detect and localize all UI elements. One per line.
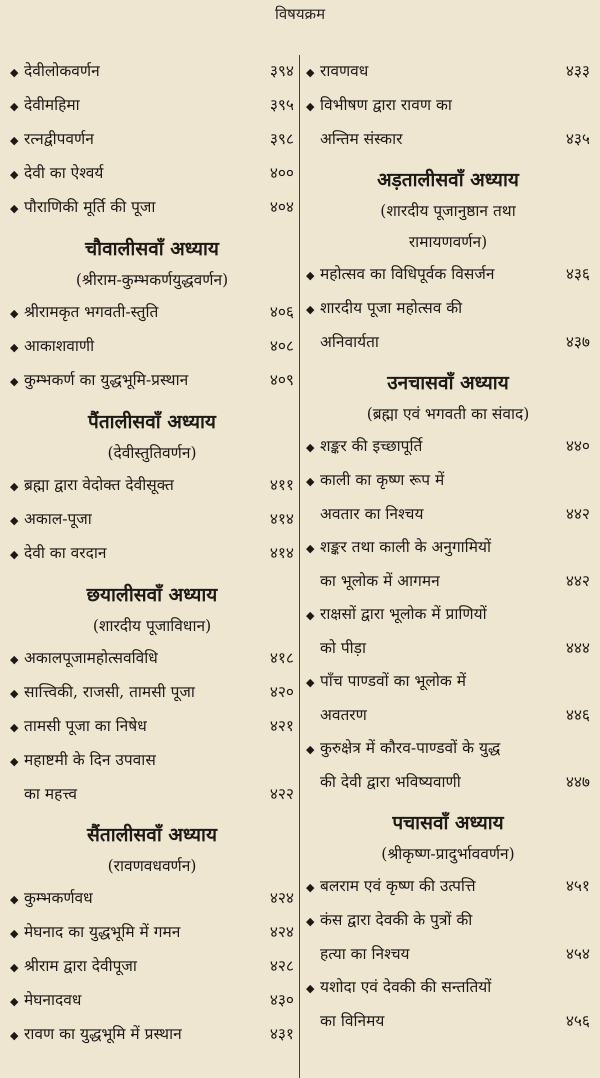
entry-title: शङ्कर की इच्छापूर्ति bbox=[320, 437, 423, 455]
entry-title: पाँच पाण्डवों का भूलोक में bbox=[320, 672, 466, 690]
entry-title: कुम्भकर्णवध bbox=[24, 889, 93, 907]
entry-title-continued: अनिवार्यता bbox=[320, 333, 379, 351]
toc-entry bbox=[306, 89, 590, 156]
entry-list bbox=[10, 642, 294, 811]
bullet-diamond-icon: ◆ bbox=[306, 743, 315, 756]
bullet-diamond-icon: ◆ bbox=[10, 66, 19, 79]
entry-title-continued: अन्तिम संस्कार bbox=[320, 130, 403, 148]
bullet-diamond-icon: ◆ bbox=[10, 341, 19, 354]
entry-title: रत्नद्वीपवर्णन bbox=[24, 130, 94, 148]
left-column bbox=[10, 55, 294, 1052]
bullet-diamond-icon: ◆ bbox=[10, 893, 19, 906]
entry-page-number: ४४२ bbox=[565, 572, 590, 590]
entry-title-continued: हत्या का निश्चय bbox=[320, 945, 410, 963]
bullet-diamond-icon: ◆ bbox=[306, 269, 315, 282]
toc-entry bbox=[10, 537, 294, 571]
page-header-title: विषयक्रम bbox=[274, 5, 326, 23]
entry-page-number: ४५४ bbox=[565, 945, 590, 963]
entry-title: आकाशवाणी bbox=[24, 337, 95, 355]
toc-entry bbox=[10, 330, 294, 364]
bullet-diamond-icon: ◆ bbox=[10, 687, 19, 700]
entry-page-number: ३९४ bbox=[269, 62, 294, 80]
entry-title: शङ्कर तथा काली के अनुगामियों bbox=[320, 538, 491, 556]
entry-list bbox=[306, 870, 590, 1038]
toc-entry bbox=[306, 971, 590, 1038]
bullet-diamond-icon: ◆ bbox=[10, 1029, 19, 1042]
chapter-heading: छयालीसवाँ अध्याय bbox=[86, 584, 218, 606]
toc-entry bbox=[10, 191, 294, 225]
bullet-diamond-icon: ◆ bbox=[306, 542, 315, 555]
entry-page-number: ४२४ bbox=[269, 923, 294, 941]
bullet-diamond-icon: ◆ bbox=[10, 995, 19, 1008]
entry-page-number: ४०८ bbox=[269, 337, 294, 355]
entry-title: महोत्सव का विधिपूर्वक विसर्जन bbox=[320, 265, 495, 283]
bullet-diamond-icon: ◆ bbox=[306, 441, 315, 454]
entry-page-number: ३९५ bbox=[269, 96, 294, 114]
entry-title: तामसी पूजा का निषेध bbox=[24, 717, 147, 735]
entry-list bbox=[306, 430, 590, 799]
entry-page-number: ४१८ bbox=[269, 649, 294, 667]
entry-title-continued: को पीड़ा bbox=[320, 639, 366, 657]
entry-page-number: ४०० bbox=[269, 164, 294, 182]
entry-page-number: ४२८ bbox=[269, 957, 294, 975]
chapter-heading: अड़तालीसवाँ अध्याय bbox=[377, 169, 519, 191]
toc-entry bbox=[10, 469, 294, 503]
entry-page-number: ४३७ bbox=[565, 333, 590, 351]
toc-entry bbox=[10, 364, 294, 398]
chapter-subtitle: (शारदीय पूजानुष्ठान तथा bbox=[380, 202, 516, 220]
entry-title: देवीमहिमा bbox=[24, 96, 80, 114]
toc-entry bbox=[306, 904, 590, 971]
entry-title: सात्त्विकी, राजसी, तामसी पूजा bbox=[24, 683, 195, 701]
entry-title: काली का कृष्ण रूप में bbox=[320, 471, 445, 489]
toc-entry bbox=[10, 296, 294, 330]
entry-page-number: ४३१ bbox=[269, 1025, 294, 1043]
entry-title: कुरुक्षेत्र में कौरव-पाण्डवों के युद्ध bbox=[320, 739, 501, 757]
bullet-diamond-icon: ◆ bbox=[10, 134, 19, 147]
toc-entry bbox=[306, 292, 590, 359]
bullet-diamond-icon: ◆ bbox=[10, 514, 19, 527]
chapter-subtitle: (ब्रह्मा एवं भगवती का संवाद) bbox=[366, 405, 530, 423]
entry-page-number: ४४७ bbox=[565, 773, 590, 791]
entry-list bbox=[306, 55, 590, 156]
toc-entry bbox=[306, 55, 590, 89]
entry-page-number: ४०६ bbox=[269, 303, 294, 321]
entry-title: अकाल-पूजा bbox=[24, 510, 92, 528]
toc-entry bbox=[306, 598, 590, 665]
bullet-diamond-icon: ◆ bbox=[10, 307, 19, 320]
entry-page-number: ४२० bbox=[269, 683, 294, 701]
entry-list bbox=[10, 55, 294, 225]
entry-title: बलराम एवं कृष्ण की उत्पत्ति bbox=[320, 877, 476, 895]
toc-entry bbox=[306, 464, 590, 531]
bullet-diamond-icon: ◆ bbox=[10, 721, 19, 734]
toc-entry bbox=[10, 710, 294, 744]
bullet-diamond-icon: ◆ bbox=[10, 653, 19, 666]
entry-title: श्रीराम द्वारा देवीपूजा bbox=[24, 957, 137, 975]
entry-page-number: ४३५ bbox=[565, 130, 590, 148]
entry-title: महाष्टमी के दिन उपवास bbox=[24, 751, 156, 769]
toc-entry bbox=[306, 531, 590, 598]
bullet-diamond-icon: ◆ bbox=[306, 100, 315, 113]
entry-title-continued: अवतार का निश्चय bbox=[320, 505, 424, 523]
entry-title: कंस द्वारा देवकी के पुत्रों की bbox=[320, 911, 473, 929]
entry-title: कुम्भकर्ण का युद्धभूमि-प्रस्थान bbox=[24, 371, 189, 389]
toc-entry bbox=[306, 870, 590, 904]
bullet-diamond-icon: ◆ bbox=[306, 303, 315, 316]
chapter-subtitle: (श्रीकृष्ण-प्रादुर्भाववर्णन) bbox=[381, 845, 515, 863]
entry-title: श्रीरामकृत भगवती-स्तुति bbox=[24, 303, 159, 321]
entry-page-number: ४२४ bbox=[269, 889, 294, 907]
entry-title: राक्षसों द्वारा भूलोक में प्राणियों bbox=[320, 605, 487, 623]
toc-entry bbox=[10, 984, 294, 1018]
toc-entry bbox=[10, 55, 294, 89]
chapter-heading: पैंतालीसवाँ अध्याय bbox=[88, 411, 216, 433]
entry-title: मेघनाद का युद्धभूमि में गमन bbox=[24, 923, 181, 941]
entry-title: देवी का वरदान bbox=[24, 544, 107, 562]
entry-list bbox=[10, 882, 294, 1052]
toc-entry bbox=[10, 676, 294, 710]
entry-page-number: ४४४ bbox=[565, 639, 590, 657]
toc-entry bbox=[10, 882, 294, 916]
entry-page-number: ४४० bbox=[565, 437, 590, 455]
right-column bbox=[306, 55, 590, 1038]
entry-title: देवी का ऐश्वर्य bbox=[24, 164, 104, 182]
bullet-diamond-icon: ◆ bbox=[10, 927, 19, 940]
entry-title-continued: का महत्त्व bbox=[24, 785, 77, 803]
chapter-subtitle: रामायणवर्णन) bbox=[408, 233, 488, 251]
bullet-diamond-icon: ◆ bbox=[10, 202, 19, 215]
bullet-diamond-icon: ◆ bbox=[10, 168, 19, 181]
toc-entry bbox=[306, 665, 590, 732]
entry-title: रावणवध bbox=[320, 62, 369, 80]
entry-title: यशोदा एवं देवकी की सन्ततियों bbox=[320, 978, 492, 996]
toc-entry bbox=[10, 642, 294, 676]
entry-page-number: ४११ bbox=[269, 476, 294, 494]
entry-page-number: ४१४ bbox=[269, 544, 294, 562]
bullet-diamond-icon: ◆ bbox=[10, 961, 19, 974]
entry-page-number: ४३६ bbox=[565, 265, 590, 283]
chapter-heading: पचासवाँ अध्याय bbox=[392, 812, 504, 834]
bullet-diamond-icon: ◆ bbox=[306, 66, 315, 79]
chapter-subtitle: (देवीस्तुतिवर्णन) bbox=[107, 444, 197, 462]
toc-entry bbox=[10, 157, 294, 191]
entry-title: शारदीय पूजा महोत्सव की bbox=[320, 299, 463, 317]
bullet-diamond-icon: ◆ bbox=[306, 915, 315, 928]
chapter-heading: चौवालीसवाँ अध्याय bbox=[85, 238, 219, 260]
toc-entry bbox=[10, 916, 294, 950]
chapter-subtitle: (शारदीय पूजाविधान) bbox=[92, 617, 212, 635]
toc-entry bbox=[306, 258, 590, 292]
entry-title: मेघनादवध bbox=[24, 991, 82, 1009]
entry-page-number: ४३० bbox=[269, 991, 294, 1009]
entry-list bbox=[306, 258, 590, 359]
entry-page-number: ४०४ bbox=[269, 198, 294, 216]
entry-title: देवीलोकवर्णन bbox=[24, 62, 100, 80]
toc-entry bbox=[10, 503, 294, 537]
chapter-heading: सैंतालीसवाँ अध्याय bbox=[87, 824, 217, 846]
entry-page-number: ४५१ bbox=[565, 877, 590, 895]
toc-entry bbox=[10, 950, 294, 984]
entry-title-continued: अवतरण bbox=[320, 706, 367, 724]
entry-page-number: ४२१ bbox=[269, 717, 294, 735]
toc-entry bbox=[10, 1018, 294, 1052]
bullet-diamond-icon: ◆ bbox=[10, 755, 19, 768]
entry-page-number: ४०९ bbox=[269, 371, 294, 389]
entry-list bbox=[10, 469, 294, 571]
entry-title-continued: का विनिमय bbox=[320, 1012, 385, 1030]
toc-entry bbox=[306, 430, 590, 464]
entry-page-number: ३९८ bbox=[269, 130, 294, 148]
bullet-diamond-icon: ◆ bbox=[306, 881, 315, 894]
toc-entry bbox=[10, 123, 294, 157]
entry-page-number: ४५६ bbox=[565, 1012, 590, 1030]
entry-title: अकालपूजामहोत्सवविधि bbox=[24, 649, 158, 667]
entry-title: रावण का युद्धभूमि में प्रस्थान bbox=[24, 1025, 182, 1043]
bullet-diamond-icon: ◆ bbox=[306, 609, 315, 622]
entry-title-continued: की देवी द्वारा भविष्यवाणी bbox=[320, 773, 461, 791]
bullet-diamond-icon: ◆ bbox=[10, 548, 19, 561]
entry-title: पौराणिकी मूर्ति की पूजा bbox=[24, 198, 156, 216]
entry-title: ब्रह्मा द्वारा वेदोक्त देवीसूक्त bbox=[24, 476, 174, 494]
entry-page-number: ४२२ bbox=[269, 785, 294, 803]
entry-list bbox=[10, 296, 294, 398]
bullet-diamond-icon: ◆ bbox=[10, 100, 19, 113]
chapter-heading: उनचासवाँ अध्याय bbox=[387, 372, 509, 394]
entry-page-number: ४१४ bbox=[269, 510, 294, 528]
entry-title-continued: का भूलोक में आगमन bbox=[320, 572, 440, 590]
bullet-diamond-icon: ◆ bbox=[10, 375, 19, 388]
chapter-subtitle: (रावणवधवर्णन) bbox=[107, 857, 197, 875]
entry-page-number: ४३३ bbox=[565, 62, 590, 80]
bullet-diamond-icon: ◆ bbox=[306, 475, 315, 488]
chapter-subtitle: (श्रीराम-कुम्भकर्णयुद्धवर्णन) bbox=[75, 271, 229, 289]
bullet-diamond-icon: ◆ bbox=[306, 676, 315, 689]
toc-entry bbox=[306, 732, 590, 799]
entry-title: विभीषण द्वारा रावण का bbox=[320, 96, 452, 114]
entry-page-number: ४४२ bbox=[565, 505, 590, 523]
toc-entry bbox=[10, 89, 294, 123]
entry-page-number: ४४६ bbox=[565, 706, 590, 724]
toc-entry bbox=[10, 744, 294, 811]
bullet-diamond-icon: ◆ bbox=[10, 480, 19, 493]
bullet-diamond-icon: ◆ bbox=[306, 982, 315, 995]
